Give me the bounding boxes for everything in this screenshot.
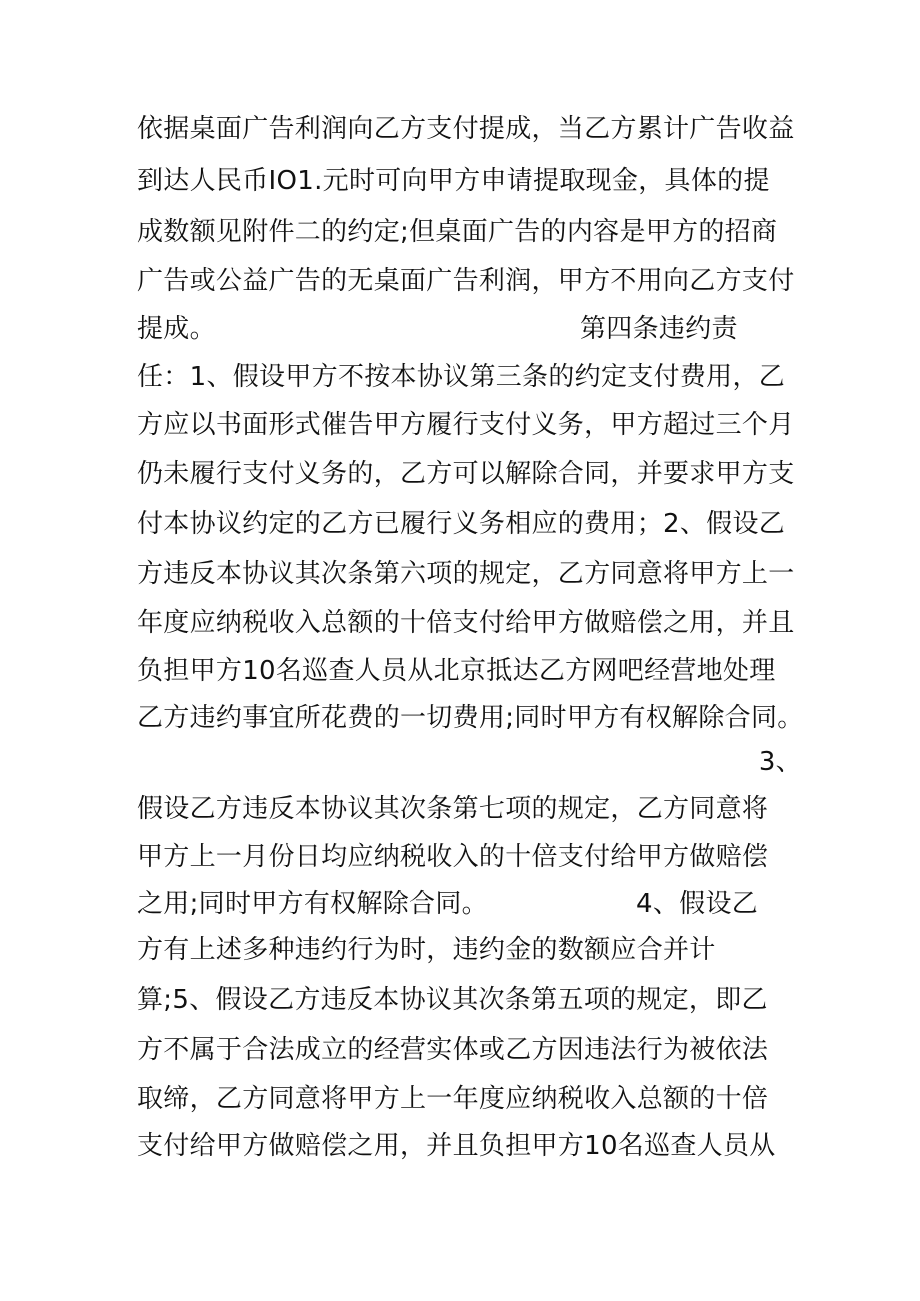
text-line: 到达人民币IO1.元时可向甲方申请提取现金，具体的提: [137, 166, 770, 196]
text-line: 算;5、假设乙方违反本协议其次条第五项的规定，即乙: [137, 985, 768, 1015]
text-line: 方有上述多种违约行为时，违约金的数额应合并计: [137, 935, 716, 965]
text-line: 提成。: [137, 314, 216, 344]
text-line: 依据桌面广告利润向乙方支付提成，当乙方累计广告收益: [137, 114, 795, 144]
text-line: 任：1、假设甲方不按本协议第三条的约定支付费用，乙: [137, 362, 786, 392]
text-line: 甲方上一月份日均应纳税收入的十倍支付给甲方做赔偿: [137, 842, 769, 872]
text-line: 仍未履行支付义务的，乙方可以解除合同，并要求甲方支: [137, 459, 795, 489]
text-line: 假设乙方违反本协议其次条第七项的规定，乙方同意将: [137, 794, 769, 824]
list-number: 3、: [758, 747, 802, 777]
text-line: 方违反本协议其次条第六项的规定，乙方同意将甲方上一: [137, 559, 795, 589]
text-line: 广告或公益广告的无桌面广告利润，甲方不用向乙方支付: [137, 266, 795, 296]
text-line: 方不属于合法成立的经营实体或乙方因违法行为被依法: [137, 1035, 769, 1065]
text-line: 乙方违约事宜所花费的一切费用;同时甲方有权解除合同。: [137, 703, 804, 733]
section-heading: 第四条违约责: [580, 314, 738, 344]
list-item-start: 4、假设乙: [636, 889, 759, 919]
text-line: 付本协议约定的乙方已履行义务相应的费用；2、假设乙: [137, 509, 786, 539]
text-line: 年度应纳税收入总额的十倍支付给甲方做赔偿之用，并且: [137, 608, 795, 638]
text-line: 取缔，乙方同意将甲方上一年度应纳税收入总额的十倍: [137, 1084, 769, 1114]
text-line: 成数额见附件二的约定;但桌面广告的内容是甲方的招商: [137, 217, 778, 247]
text-line: 支付给甲方做赔偿之用，并且负担甲方10名巡查人员从: [137, 1131, 776, 1161]
text-line: 方应以书面形式催告甲方履行支付义务，甲方超过三个月: [137, 410, 795, 440]
text-line: 之用;同时甲方有权解除合同。: [137, 889, 488, 919]
text-line: 负担甲方10名巡查人员从北京抵达乙方网吧经营地处理: [137, 656, 776, 686]
